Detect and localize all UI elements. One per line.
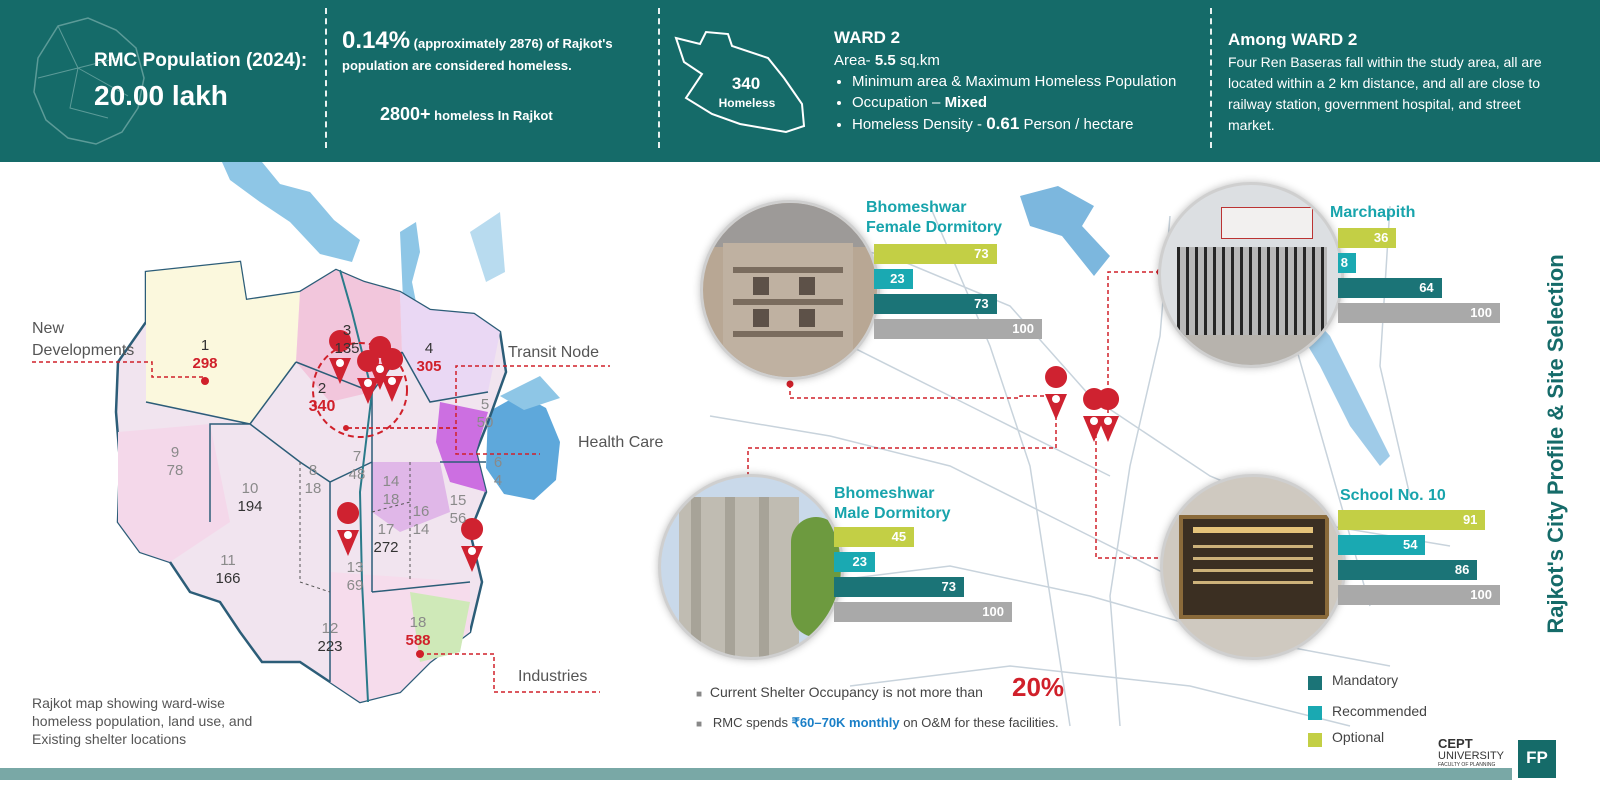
bar-recommended: 23 (874, 269, 913, 289)
legend-recommended: Recommended (1332, 703, 1427, 719)
fp-logo: FP (1518, 740, 1556, 778)
pond (470, 212, 505, 282)
cept-logo-university: UNIVERSITY (1438, 750, 1505, 762)
site-title-school-no-10: School No. 10 (1340, 487, 1446, 504)
among-ward2-text: Four Ren Baseras fall within the study area, all are located within a 2 km distance, and all are close to railway station, government hospital, and street market. (1228, 54, 1542, 133)
homeless-count-text (380, 104, 553, 125)
spend-note-value: ₹60–70K monthly (791, 715, 900, 730)
callout-industries: Industries (518, 668, 588, 685)
homeless-percentage-value: 0.14% (342, 27, 411, 54)
dot-new (201, 377, 209, 385)
ward2-homeless-label: Homeless (718, 96, 776, 110)
homeless-percentage-text (342, 27, 642, 77)
ward2-bullets (834, 71, 1222, 135)
ward-label-17: 17 272 (373, 521, 399, 556)
bar-recommended: 23 (834, 552, 875, 572)
ward2-area (834, 52, 940, 69)
bar-recommended: 54 (1338, 535, 1425, 555)
site-pin (1045, 366, 1067, 420)
cept-logo-faculty: FACULTY OF PLANNING (1438, 762, 1496, 768)
header-banner (0, 0, 1600, 162)
spend-note: ■ RMC spends ₹60–70K monthly on O&M for these facilities. (696, 715, 1059, 730)
occupancy-value: 20% (1012, 672, 1065, 702)
bar-recommended: 8 (1338, 253, 1356, 273)
bar-mandatory: 73 (834, 577, 964, 597)
connector-female (790, 384, 1056, 398)
ward2-bullet-2 (852, 92, 1222, 113)
dot-health (343, 425, 349, 431)
ward-label-1: 1 298 (192, 337, 218, 372)
legend-swatch-recommended (1308, 706, 1322, 720)
callout-transit-node: Transit Node (508, 344, 599, 361)
bar-mandatory: 64 (1338, 278, 1442, 298)
photo-female-dormitory (700, 200, 880, 380)
ward2-bullet-2-prefix: Occupation – (852, 94, 945, 111)
ward2-homeless-value: 340 (731, 74, 761, 93)
bar-optional: 45 (834, 527, 914, 547)
legend-swatch-optional (1308, 733, 1322, 747)
spend-note-suffix: on O&M for these facilities. (899, 715, 1059, 730)
bar-total: 100 (1338, 303, 1500, 323)
legend-swatch-mandatory (1308, 676, 1322, 690)
homeless-count-rest: homeless In Rajkot (430, 108, 553, 123)
ward-label-15: 15 56 (449, 492, 467, 527)
ward2-area-unit: sq.km (895, 52, 940, 69)
ward2-area-prefix: Area- (834, 52, 875, 69)
ward2-area-value: 5.5 (874, 52, 896, 69)
ward2-bullet-3-prefix: Homeless Density - (852, 116, 987, 133)
legend-mandatory: Mandatory (1332, 672, 1399, 688)
water-north (1020, 186, 1110, 276)
ward-label-16: 16 14 (412, 503, 430, 538)
bar-total: 100 (1338, 585, 1500, 605)
ward-label-9: 9 78 (166, 444, 184, 479)
site-pin (1097, 388, 1119, 442)
ward-label-18: 18 588 (405, 614, 431, 649)
bar-optional: 91 (1338, 510, 1485, 530)
map-caption: Rajkot map showing ward-wise homeless population, land use, and Existing shelter locations (32, 695, 253, 747)
site-title-marchapith: Marchapith (1330, 204, 1416, 221)
callout-health-care: Health Care (578, 434, 664, 451)
photo-school-no-10 (1160, 474, 1346, 660)
ward-label-12: 12 223 (317, 620, 343, 655)
bar-total: 100 (834, 602, 1012, 622)
dot-industries (416, 650, 424, 658)
rmc-population-label: RMC Population (2024): (94, 50, 308, 71)
occupancy-note-text: Current Shelter Occupancy is not more than (709, 684, 983, 700)
cept-logo (1438, 738, 1504, 768)
bar-mandatory: 86 (1338, 560, 1477, 580)
spend-note-prefix: RMC spends (712, 715, 792, 730)
among-ward2-title: Among WARD 2 (1228, 30, 1358, 49)
homeless-percentage-rest: (approximately 2876) of Rajkot's population are considered homeless. (342, 36, 613, 73)
ward2-bullet-3 (852, 113, 1222, 135)
rmc-population-value: 20.00 lakh (94, 80, 228, 111)
legend-optional: Optional (1332, 729, 1385, 745)
ward2-title: WARD 2 (834, 28, 901, 47)
side-title: Rajkot's City Profile & Site Selection (1543, 254, 1568, 634)
bar-mandatory: 73 (874, 294, 997, 314)
connector-school (1096, 434, 1168, 558)
ward-label-4: 4 305 (416, 340, 442, 375)
ward-label-7: 7 48 (348, 448, 366, 483)
ward-label-5: 5 50 (476, 396, 494, 431)
occupancy-note: ■ Current Shelter Occupancy is not more than (696, 684, 983, 700)
photo-male-dormitory (658, 474, 844, 660)
cept-logo-text: CEPT (1438, 736, 1473, 751)
photo-marchapith (1158, 182, 1344, 368)
ward2-bullet-3-value: 0.61 (986, 114, 1020, 133)
ward-label-6: 6 4 (493, 454, 503, 489)
site-title-male-dormitory: Bhomeshwar Male Dormitory (834, 485, 951, 522)
ward2-bullet-1: • Minimum area & Maximum Homeless Population (852, 71, 1222, 92)
ward-label-11: 11 166 (215, 552, 241, 587)
site-title-female-dormitory: Bhomeshwar Female Dormitory (866, 199, 1003, 236)
ward-label-13: 13 69 (346, 559, 364, 594)
ward-label-8: 8 18 (304, 462, 322, 497)
bar-optional: 36 (1338, 228, 1396, 248)
side-title-wrapper (1545, 168, 1567, 720)
homeless-count-value: 2800+ (380, 104, 431, 124)
ward-label-14: 14 18 (382, 473, 400, 508)
ward-label-10: 10 194 (237, 480, 263, 515)
bar-optional: 73 (874, 244, 997, 264)
footer-strip (0, 768, 1512, 780)
ward-label-3: 3 135 (334, 322, 360, 357)
river-north (222, 162, 360, 262)
ward2-bullet-2-value: Mixed (944, 94, 988, 111)
bar-total: 100 (874, 319, 1042, 339)
callout-new-developments: New Developments (32, 320, 135, 359)
ward2-bullet-3-unit: Person / hectare (1019, 116, 1134, 133)
ward-label-2: 2 340 (308, 380, 336, 415)
